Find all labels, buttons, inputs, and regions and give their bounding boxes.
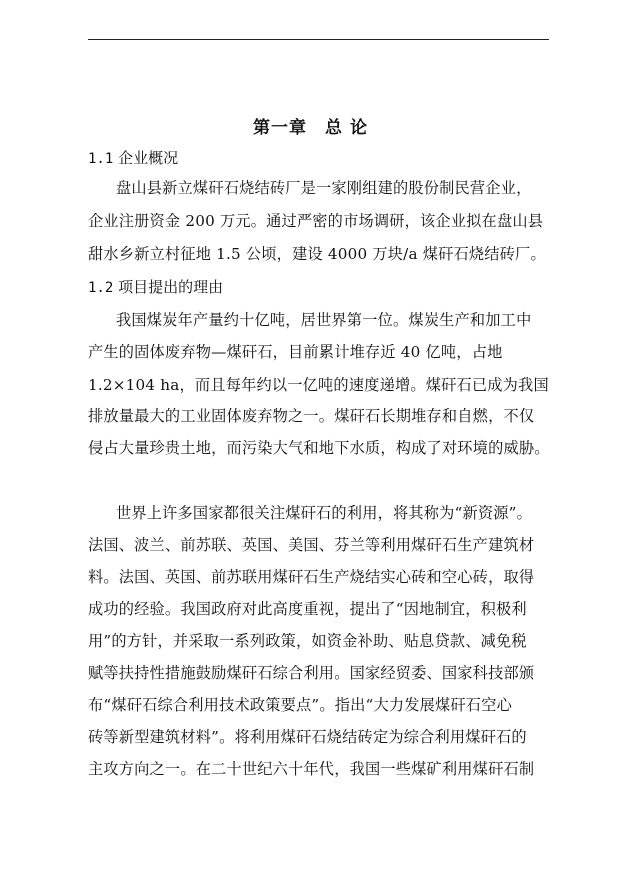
paragraph-line: 法国、波兰、前苏联、英国、美国、芬兰等利用煤矸石生产建筑材 (88, 536, 535, 554)
paragraph-line: 布“煤矸石综合利用技术政策要点”。指出“大力发展煤矸石空心 (88, 696, 512, 714)
paragraph-line: 主攻方向之一。在二十世纪六十年代，我国一些煤矿利用煤矸石制 (88, 760, 535, 778)
paragraph-line: 产生的固体废弃物—煤矸石，目前累计堆存近 40 亿吨，占地 (88, 343, 503, 361)
section-title: 项目提出的理由 (118, 278, 224, 296)
section-heading-1-2 (88, 276, 223, 297)
paragraph-line: 企业注册资金 200 万元。通过严密的市场调研，该企业拟在盘山县 (88, 212, 544, 230)
paragraph-line: 成功的经验。我国政府对此高度重视，提出了“因地制宜，积极利 (88, 600, 527, 618)
paragraph-line: 盘山县新立煤矸石烧结砖厂是一家刚组建的股份制民营企业， (116, 179, 532, 197)
paragraph-line: 砖等新型建筑材料”。将利用煤矸石烧结砖定为综合利用煤矸石的 (88, 728, 527, 746)
paragraph-line: 甜水乡新立村征地 1.5 公顷，建设 4000 万块/a 煤矸石烧结砖厂。 (88, 245, 546, 263)
paragraph-line: 世界上许多国家都很关注煤矸石的利用，将其称为“新资源”。 (116, 504, 533, 522)
paragraph-line: 排放量最大的工业固体废弃物之一。煤矸石长期堆存和自燃，不仅 (88, 407, 535, 425)
section-number: 1.2 (88, 280, 114, 296)
chapter-title: 第一章 总 论 (253, 118, 368, 138)
section-heading-1-1 (88, 147, 178, 168)
paragraph-line: 赋等扶持性措施鼓励煤矸石综合利用。国家经贸委、国家科技部颁 (88, 664, 535, 682)
section-number: 1.1 (88, 151, 114, 167)
header-rule (88, 39, 549, 40)
paragraph-line: 料。法国、英国、前苏联用煤矸石生产烧结实心砖和空心砖，取得 (88, 568, 535, 586)
paragraph-line: 用”的方针，并采取一系列政策，如资金补助、贴息贷款、减免税 (88, 632, 527, 650)
paragraph-line: 我国煤炭年产量约十亿吨，居世界第一位。煤炭生产和加工中 (116, 311, 532, 329)
paragraph-line: 1.2×104 ha，而且每年约以一亿吨的速度递增。煤矸石已成为我国 (88, 376, 549, 394)
paragraph-line: 侵占大量珍贵土地，而污染大气和地下水质，构成了对环境的威胁。 (88, 439, 550, 457)
section-title: 企业概况 (118, 149, 179, 167)
